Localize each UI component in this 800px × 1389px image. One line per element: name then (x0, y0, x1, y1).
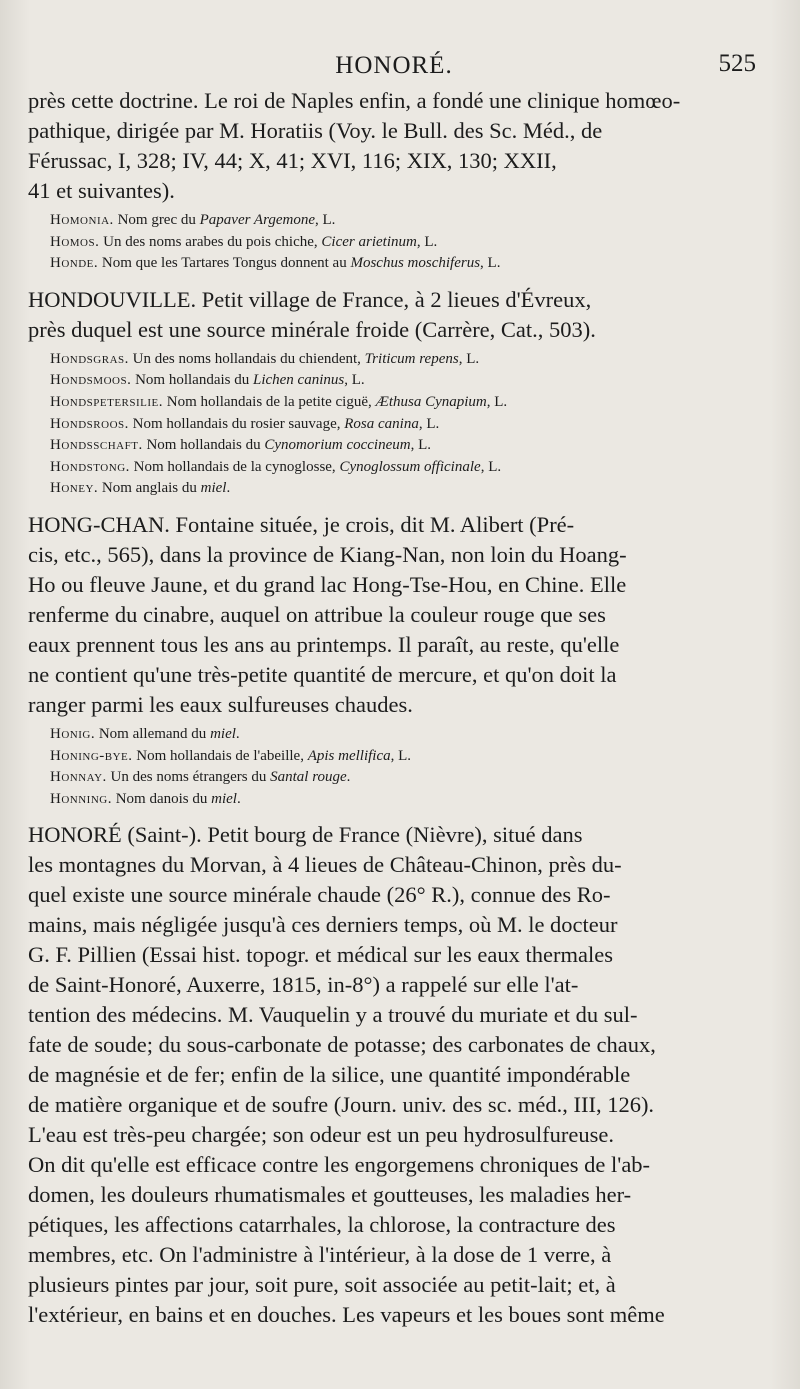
entry-text: Un des noms étrangers du (110, 769, 271, 786)
entry-text: Nom grec du (117, 212, 200, 228)
entry-text: Nom hollandais de la petite ciguë, (166, 393, 376, 410)
latin-name: miel (200, 480, 227, 497)
entry-text: Nom anglais du (101, 480, 201, 497)
entry-term: Homos. (50, 233, 100, 250)
definition-list-2 (50, 349, 762, 500)
latin-name: Lichen caninus (252, 372, 345, 389)
text-line: de Saint-Honoré, Auxerre, 1815, in-8°) a rappelé sur elle l'at- (28, 972, 579, 998)
text-line: 41 et suivantes). (28, 178, 175, 203)
entry-text: Un des noms hollandais du chiendent, (132, 350, 365, 367)
entry-term: Honning. (50, 790, 112, 807)
definition-list-3 (50, 724, 762, 810)
definition-entry (50, 370, 762, 392)
definition-entry (50, 210, 762, 232)
definition-list-1 (50, 210, 762, 275)
entry-end: , L. (418, 415, 440, 432)
text-line: l'extérieur, en bains et en douches. Les vapeurs et les boues sont même (28, 1302, 665, 1328)
entry-hong-chan (28, 510, 760, 720)
text-line: tention des médecins. M. Vauquelin y a trouvé du muriate et du sul- (28, 1002, 638, 1028)
text-line: Férussac, I, 328; IV, 44; X, 41; XVI, 116; XIX, 130; XXII, (28, 148, 557, 173)
text-line: mains, mais négligée jusqu'à ces derniers temps, où M. le docteur (28, 912, 618, 938)
entry-text: Nom danois du (115, 790, 212, 807)
entry-term: Hondsroos. (50, 415, 129, 432)
entry-end: . (346, 769, 351, 786)
text-line: membres, etc. On l'administre à l'intérieur, à la dose de 1 verre, à (28, 1242, 612, 1268)
definition-entry (50, 746, 762, 768)
entry-end: . (235, 725, 240, 742)
text-line: de matière organique et de soufre (Journ. univ. des sc. méd., III, 126). (28, 1092, 655, 1118)
latin-name: Santal rouge (270, 769, 347, 786)
definition-entry (50, 457, 762, 479)
entry-text: Un des noms arabes du pois chiche, (103, 233, 322, 250)
text-line: domen, les douleurs rhumatismales et goutteuses, les maladies her- (28, 1182, 632, 1208)
entry-end: , L. (344, 372, 365, 389)
paragraph-continuation (28, 86, 760, 206)
text-line: quel existe une source minérale chaude (26° R.), connue des Ro- (28, 882, 611, 908)
text-line: HONORÉ (Saint-). Petit bourg de France (Nièvre), situé dans (28, 822, 583, 848)
entry-term: Homonia. (50, 212, 114, 228)
text-line: On dit qu'elle est efficace contre les engorgemens chroniques de l'ab- (28, 1152, 651, 1178)
text-line: eaux prennent tous les ans au printemps. Il paraît, au reste, qu'elle (28, 631, 620, 657)
latin-name: Moschus moschiferus (350, 255, 481, 272)
latin-name: Æthusa Cynapium (375, 393, 487, 410)
entry-term: Hondsmoos. (50, 372, 132, 389)
running-head: HONORÉ. (335, 52, 453, 79)
text-line: près cette doctrine. Le roi de Naples enfin, a fondé une clinique homœo- (28, 88, 681, 113)
entry-text: Nom hollandais de la cynoglosse, (133, 458, 340, 475)
entry-end: , L. (480, 255, 501, 272)
text-line: Ho ou fleuve Jaune, et du grand lac Hong-Tse-Hou, en Chine. Elle (28, 571, 627, 597)
entry-end: . (226, 480, 231, 497)
latin-name: Cynoglossum officinale (339, 458, 481, 475)
latin-name: Papaver Argemone (199, 212, 316, 228)
text-line: L'eau est très-peu chargée; son odeur est un peu hydrosulfureuse. (28, 1122, 614, 1148)
definition-entry (50, 392, 762, 414)
text-line: fate de soude; du sous-carbonate de potasse; des carbonates de chaux, (28, 1032, 656, 1058)
entry-text: Nom hollandais de l'abeille, (136, 747, 308, 764)
text-line: G. F. Pillien (Essai hist. topogr. et médical sur les eaux thermales (28, 942, 613, 968)
entry-term: Honig. (50, 725, 96, 742)
definition-entry (50, 435, 762, 457)
definition-entry (50, 478, 762, 500)
text-line: ranger parmi les eaux sulfureuses chaudes. (28, 691, 413, 717)
text-line: pathique, dirigée par M. Horatiis (Voy. le Bull. des Sc. Méd., de (28, 118, 603, 143)
latin-name: Apis mellifica (307, 747, 391, 764)
entry-term: Hondsgras. (50, 350, 129, 367)
entry-end: , L. (315, 212, 336, 228)
entry-end: . (236, 790, 241, 807)
entry-end: , L. (480, 458, 502, 475)
entry-text: Nom hollandais du rosier sauvage, (132, 415, 345, 432)
latin-name: Triticum repens (364, 350, 459, 367)
latin-name: Rosa canina (344, 415, 419, 432)
text-line: cis, etc., 565), dans la province de Kiang-Nan, non loin du Hoang- (28, 541, 627, 567)
latin-name: miel (210, 725, 236, 742)
entry-term: Hondsschaft. (50, 437, 143, 454)
text-line: plusieurs pintes par jour, soit pure, soit associée au petit-lait; et, à (28, 1272, 616, 1298)
latin-name: miel (211, 790, 237, 807)
entry-end: , L. (416, 233, 438, 250)
text-line: pétiques, les affections catarrhales, la chlorose, la contracture des (28, 1212, 616, 1238)
entry-term: Honnay. (50, 769, 107, 786)
definition-entry (50, 253, 762, 275)
text-line: HONDOUVILLE. Petit village de France, à 2 lieues d'Évreux, (28, 286, 592, 312)
entry-end: , L. (390, 747, 412, 764)
definition-entry (50, 724, 762, 746)
page-number: 525 (718, 50, 756, 77)
text-line: ne contient qu'une très-petite quantité de mercure, et qu'on doit la (28, 661, 617, 687)
text-line: renferme du cinabre, auquel on attribue la couleur rouge que ses (28, 601, 606, 627)
entry-term: Honing-bye. (50, 747, 133, 764)
text-line: les montagnes du Morvan, à 4 lieues de Château-Chinon, près du- (28, 852, 622, 878)
text-line: HONG-CHAN. Fontaine située, je crois, dit M. Alibert (Pré- (28, 511, 575, 537)
page-header (28, 46, 760, 86)
entry-text: Nom que les Tartares Tongus donnent au (101, 255, 351, 272)
entry-end: , L. (486, 393, 508, 410)
definition-entry (50, 414, 762, 436)
latin-name: Cicer arietinum (321, 233, 417, 250)
entry-end: , L. (458, 350, 480, 367)
definition-entry (50, 767, 762, 789)
entry-text: Nom hollandais du (146, 437, 265, 454)
entry-honore (28, 820, 760, 1330)
entry-end: , L. (410, 437, 432, 454)
entry-term: Hondstong. (50, 458, 130, 475)
entry-hondouville (28, 285, 760, 345)
definition-entry (50, 232, 762, 254)
text-line: près duquel est une source minérale froide (Carrère, Cat., 503). (28, 316, 596, 342)
entry-term: Honey. (50, 480, 99, 497)
latin-name: Cynomorium coccineum (264, 437, 411, 454)
entry-term: Honde. (50, 255, 99, 272)
entry-text: Nom allemand du (98, 725, 211, 742)
definition-entry (50, 349, 762, 371)
entry-text: Nom hollandais du (135, 372, 253, 389)
definition-entry (50, 789, 762, 811)
text-line: de magnésie et de fer; enfin de la silice, une quantité impondérable (28, 1062, 631, 1088)
entry-term: Hondspetersilie. (50, 393, 164, 410)
